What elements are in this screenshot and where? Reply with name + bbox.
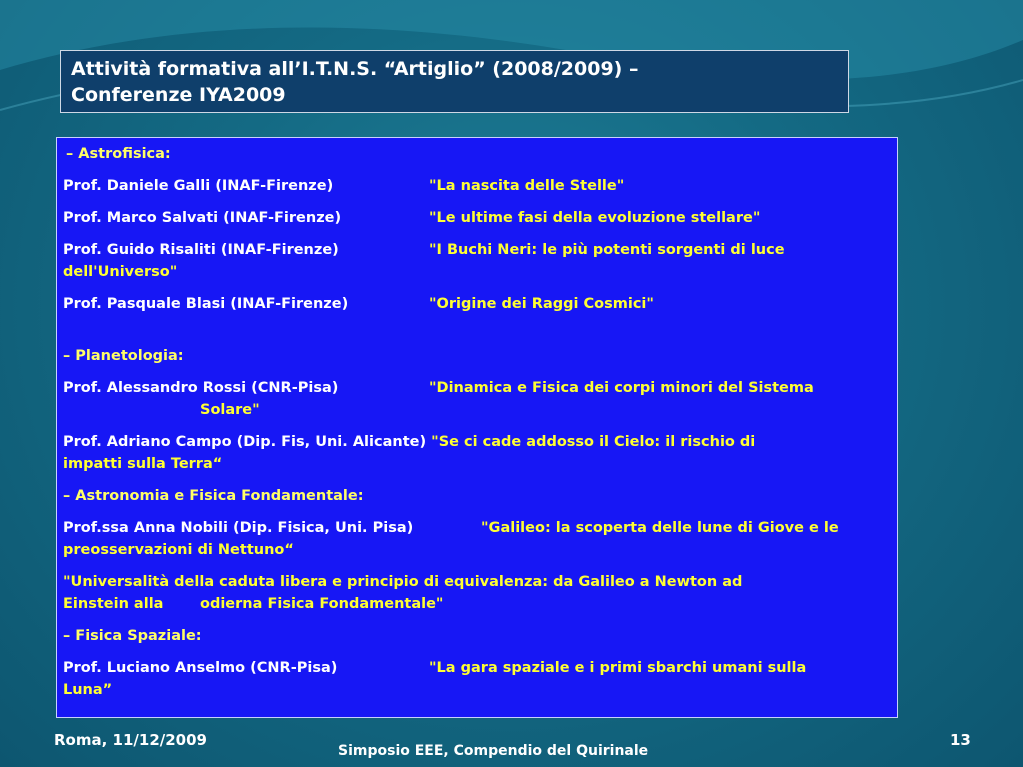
talk-title: "Origine dei Raggi Cosmici" — [429, 296, 654, 312]
section-heading-astrofisica: – Astrofisica: — [66, 146, 171, 162]
talk-title-continued: odierna Fisica Fondamentale" — [200, 596, 444, 612]
talk-title: "Dinamica e Fisica dei corpi minori del Sistema — [429, 380, 814, 396]
talk-title-continued: dell'Universo" — [63, 264, 178, 280]
list-item — [63, 293, 891, 315]
talk-title-continued: Solare" — [200, 402, 260, 418]
speaker: Prof. Marco Salvati (INAF-Firenze) — [63, 210, 342, 226]
speaker: Prof. Adriano Campo (Dip. Fis, Uni. Alicante) — [63, 434, 427, 450]
talk-title: "La nascita delle Stelle" — [429, 178, 625, 194]
footer-event: Simposio EEE, Compendio del Quirinale — [338, 743, 649, 759]
list-item — [63, 517, 891, 561]
speaker: Prof. Daniele Galli (INAF-Firenze) — [63, 178, 334, 194]
talk-title: "I Buchi Neri: le più potenti sorgenti di luce — [429, 242, 785, 258]
list-item — [63, 175, 891, 197]
list-item — [63, 571, 891, 615]
spacer — [63, 325, 891, 345]
talk-title-continued: preosservazioni di Nettuno“ — [63, 542, 294, 558]
speaker: Prof. Luciano Anselmo (CNR-Pisa) — [63, 660, 338, 676]
conference-list — [56, 137, 898, 718]
section-heading-fisica-spaziale: – Fisica Spaziale: — [63, 628, 202, 644]
list-item — [63, 431, 891, 475]
list-item — [63, 207, 891, 229]
talk-title-continued: Luna” — [63, 682, 113, 698]
talk-title: "Se ci cade addosso il Cielo: il rischio di — [431, 434, 756, 450]
talk-title-continued: Einstein alla — [63, 596, 164, 612]
speaker: Prof. Alessandro Rossi (CNR-Pisa) — [63, 380, 339, 396]
talk-title: "Galileo: la scoperta delle lune di Giove e le — [481, 520, 839, 536]
section-heading-astronomia: – Astronomia e Fisica Fondamentale: — [63, 488, 364, 504]
section-heading-planetologia: – Planetologia: — [63, 348, 184, 364]
talk-title-continued: impatti sulla Terra“ — [63, 456, 223, 472]
speaker: Prof.ssa Anna Nobili (Dip. Fisica, Uni. Pisa) — [63, 520, 414, 536]
talk-title: "La gara spaziale e i primi sbarchi umani sulla — [429, 660, 807, 676]
list-item — [63, 377, 891, 421]
list-item — [63, 239, 891, 283]
slide-title-line2: Conferenze IYA2009 — [71, 84, 286, 106]
list-item — [63, 657, 891, 701]
speaker: Prof. Pasquale Blasi (INAF-Firenze) — [63, 296, 349, 312]
slide-title-line1: Attività formativa all’I.T.N.S. “Artiglio” (2008/2009) – — [71, 58, 639, 80]
footer-date: Roma, 11/12/2009 — [54, 731, 207, 749]
page-number: 13 — [950, 731, 971, 749]
speaker: Prof. Guido Risaliti (INAF-Firenze) — [63, 242, 339, 258]
slide-title — [60, 50, 849, 113]
talk-title: "Le ultime fasi della evoluzione stellare" — [429, 210, 761, 226]
talk-title: "Universalità della caduta libera e principio di equivalenza: da Galileo a Newton ad — [63, 574, 743, 590]
